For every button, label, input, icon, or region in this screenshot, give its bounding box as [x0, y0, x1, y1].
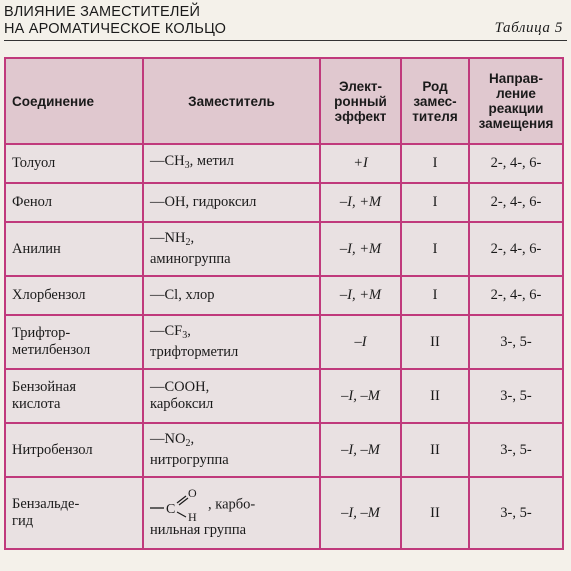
effect-cell: –I, –M: [320, 423, 401, 477]
compound-cell: Нитробензол: [5, 423, 143, 477]
effect-cell: –I: [320, 315, 401, 369]
column-header-substituent: Заместитель: [143, 58, 320, 144]
direction-cell: 2-, 4-, 6-: [469, 222, 563, 276]
table-row: [5, 222, 563, 276]
table-row: [5, 369, 563, 423]
effect-cell: –I, –M: [320, 477, 401, 549]
table-row: [5, 144, 563, 183]
kind-cell: II: [401, 315, 469, 369]
compound-cell: Бензойная кислота: [5, 369, 143, 423]
compound-cell: Фенол: [5, 183, 143, 222]
column-header-compound: Соединение: [5, 58, 143, 144]
svg-text:H: H: [188, 509, 197, 522]
substituent-cell: —OH, гидроксил: [143, 183, 320, 222]
effect-cell: –I, +M: [320, 276, 401, 315]
substituent-effects-table: [4, 57, 564, 550]
substituent-cell: $—CH_3$, метил: [143, 144, 320, 183]
direction-cell: 3-, 5-: [469, 315, 563, 369]
effect-cell: –I, +M: [320, 222, 401, 276]
compound-cell: Трифтор- метилбензол: [5, 315, 143, 369]
compound-cell: Хлорбензол: [5, 276, 143, 315]
table-row: [5, 477, 563, 549]
direction-cell: 3-, 5-: [469, 423, 563, 477]
table-header-row: [5, 58, 563, 144]
svg-text:C: C: [166, 501, 176, 517]
column-header-effect: Элект- ронный эффект: [320, 58, 401, 144]
effect-cell: –I, +M: [320, 183, 401, 222]
substituent-cell: $—CF_3$, трифторметил: [143, 315, 320, 369]
substituent-cell: C O H , карбо- нильная группа: [143, 477, 320, 549]
direction-cell: 2-, 4-, 6-: [469, 144, 563, 183]
effect-cell: +I: [320, 144, 401, 183]
table-row: [5, 183, 563, 222]
table-row: [5, 423, 563, 477]
title-line-1: ВЛИЯНИЕ ЗАМЕСТИТЕЛЕЙ: [4, 4, 201, 20]
kind-cell: II: [401, 423, 469, 477]
effect-cell: –I, –M: [320, 369, 401, 423]
compound-cell: Анилин: [5, 222, 143, 276]
kind-cell: II: [401, 369, 469, 423]
compound-cell: Бензальде- гид: [5, 477, 143, 549]
direction-cell: 2-, 4-, 6-: [469, 183, 563, 222]
kind-cell: I: [401, 276, 469, 315]
table-number-label: Таблица 5: [494, 20, 563, 36]
kind-cell: II: [401, 477, 469, 549]
substituent-cell: —Cl, хлор: [143, 276, 320, 315]
kind-cell: I: [401, 183, 469, 222]
title-divider: [4, 40, 567, 41]
table-title: [4, 4, 226, 38]
direction-cell: 2-, 4-, 6-: [469, 276, 563, 315]
kind-cell: I: [401, 222, 469, 276]
substituent-cell: $—NO_2$, нитрогруппа: [143, 423, 320, 477]
direction-cell: 3-, 5-: [469, 477, 563, 549]
kind-cell: I: [401, 144, 469, 183]
compound-cell: Толуол: [5, 144, 143, 183]
svg-text:O: O: [188, 487, 197, 500]
substituent-cell: —COOH, карбоксил: [143, 369, 320, 423]
substituent-cell: $—NH_2$, аминогруппа: [143, 222, 320, 276]
title-line-2: НА АРОМАТИЧЕСКОЕ КОЛЬЦО: [4, 21, 227, 37]
column-header-direction: Направ- ление реакции замещения: [469, 58, 563, 144]
aldehyde-group-structure: [150, 488, 208, 522]
direction-cell: 3-, 5-: [469, 369, 563, 423]
column-header-kind: Род замес- тителя: [401, 58, 469, 144]
table-row: [5, 276, 563, 315]
table-row: [5, 315, 563, 369]
